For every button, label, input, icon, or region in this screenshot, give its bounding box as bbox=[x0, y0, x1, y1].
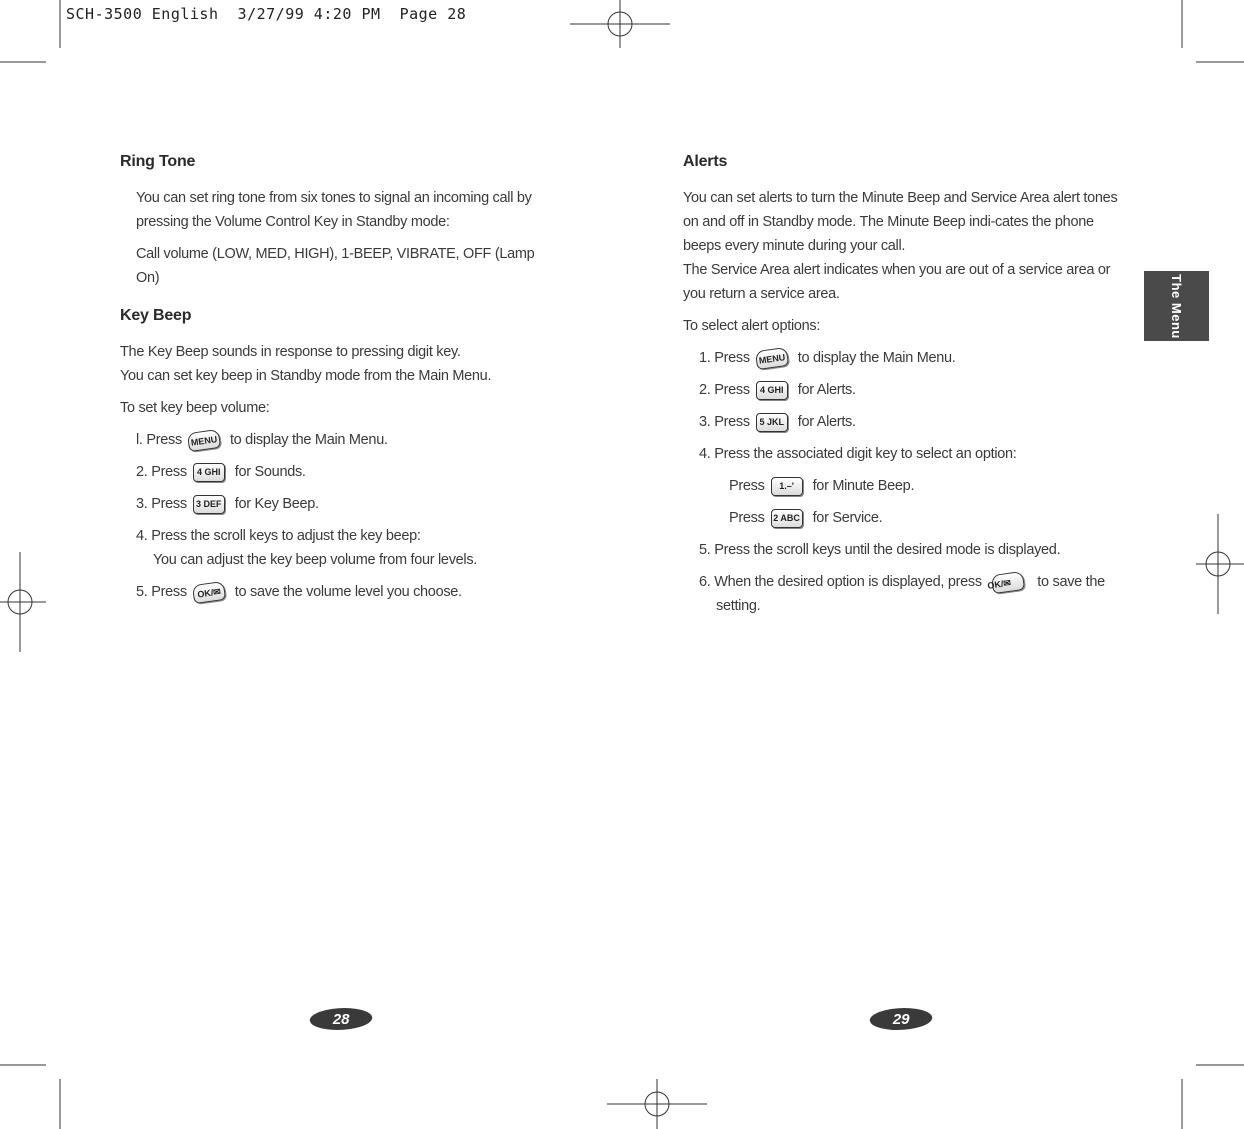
menu-key-icon: MENU bbox=[755, 346, 789, 369]
key-beep-intro: To set key beep volume: bbox=[120, 400, 270, 416]
alerts-intro: To select alert options: bbox=[683, 318, 821, 334]
ok-key-icon: OK/✉ bbox=[192, 580, 226, 603]
right-page bbox=[683, 150, 1123, 626]
key-beep-line-1: The Key Beep sounds in response to pressing digit key. bbox=[120, 344, 461, 360]
page-number-right: 29 bbox=[866, 1008, 935, 1030]
key-beep-step-1: l. Press MENU to display the Main Menu. bbox=[120, 428, 560, 452]
alerts-step-1: 1. Press MENU to display the Main Menu. bbox=[683, 346, 1123, 370]
key-beep-step-2: 2. Press 4 GHI for Sounds. bbox=[136, 464, 306, 480]
key-beep-step-5: 5. Press OK/✉ to save the volume level you choose. bbox=[120, 580, 560, 604]
print-slug: SCH-3500 English 3/27/99 4:20 PM Page 28 bbox=[66, 5, 467, 23]
key-beep-step-3: 3. Press 3 DEF for Key Beep. bbox=[136, 496, 319, 512]
alerts-paragraph-1: You can set alerts to turn the Minute Beep and Service Area alert tones on and off in Standby mode. The Minute Beep indi-cates the phone beeps every minute during your call. bbox=[683, 190, 1118, 254]
key-beep-heading: Key Beep bbox=[120, 307, 192, 324]
menu-key-icon: MENU bbox=[187, 428, 221, 451]
key-beep-step-4: 4. Press the scroll keys to adjust the key beep: You can adjust the key beep volume from four levels. bbox=[120, 524, 560, 572]
section-side-tab bbox=[1144, 271, 1209, 341]
alerts-step-3: 3. Press 5 JKL for Alerts. bbox=[699, 414, 856, 430]
alerts-step-5: 5. Press the scroll keys until the desired mode is displayed. bbox=[699, 542, 1061, 558]
key-4-ghi-icon: 4 GHI bbox=[756, 381, 788, 400]
side-tab-label: The Menu bbox=[1168, 273, 1184, 339]
alerts-step-4: 4. Press the associated digit key to select an option: bbox=[699, 446, 1017, 462]
alerts-step-6: 6. When the desired option is displayed, press OK/✉ to save the setting. bbox=[683, 570, 1123, 618]
alerts-step-2: 2. Press 4 GHI for Alerts. bbox=[699, 382, 856, 398]
ring-tone-heading: Ring Tone bbox=[120, 153, 196, 170]
key-beep-step-4-detail: You can adjust the key beep volume from four levels. bbox=[153, 552, 478, 568]
alerts-option-minute-beep: Press 1.–' for Minute Beep. bbox=[729, 478, 915, 494]
call-volume-options: Call volume (LOW, MED, HIGH), 1-BEEP, VIBRATE, OFF (Lamp On) bbox=[136, 246, 535, 286]
key-beep-line-2: You can set key beep in Standby mode from the Main Menu. bbox=[120, 368, 492, 384]
left-page bbox=[120, 150, 560, 612]
alerts-option-service: Press 2 ABC for Service. bbox=[729, 510, 883, 526]
page-number-left: 28 bbox=[306, 1008, 375, 1030]
ok-key-icon: OK/✉ bbox=[990, 571, 1024, 594]
alerts-heading: Alerts bbox=[683, 153, 728, 170]
key-4-ghi-icon: 4 GHI bbox=[193, 463, 225, 482]
alerts-paragraph-2: The Service Area alert indicates when you are out of a service area or you return a service area. bbox=[683, 262, 1111, 302]
key-1-icon: 1.–' bbox=[771, 477, 803, 496]
ring-tone-paragraph: You can set ring tone from six tones to signal an incoming call by pressing the Volume Control Key in Standby mode: bbox=[136, 190, 532, 230]
key-3-def-icon: 3 DEF bbox=[193, 495, 225, 514]
key-5-jkl-icon: 5 JKL bbox=[756, 413, 788, 432]
key-2-abc-icon: 2 ABC bbox=[771, 509, 803, 528]
